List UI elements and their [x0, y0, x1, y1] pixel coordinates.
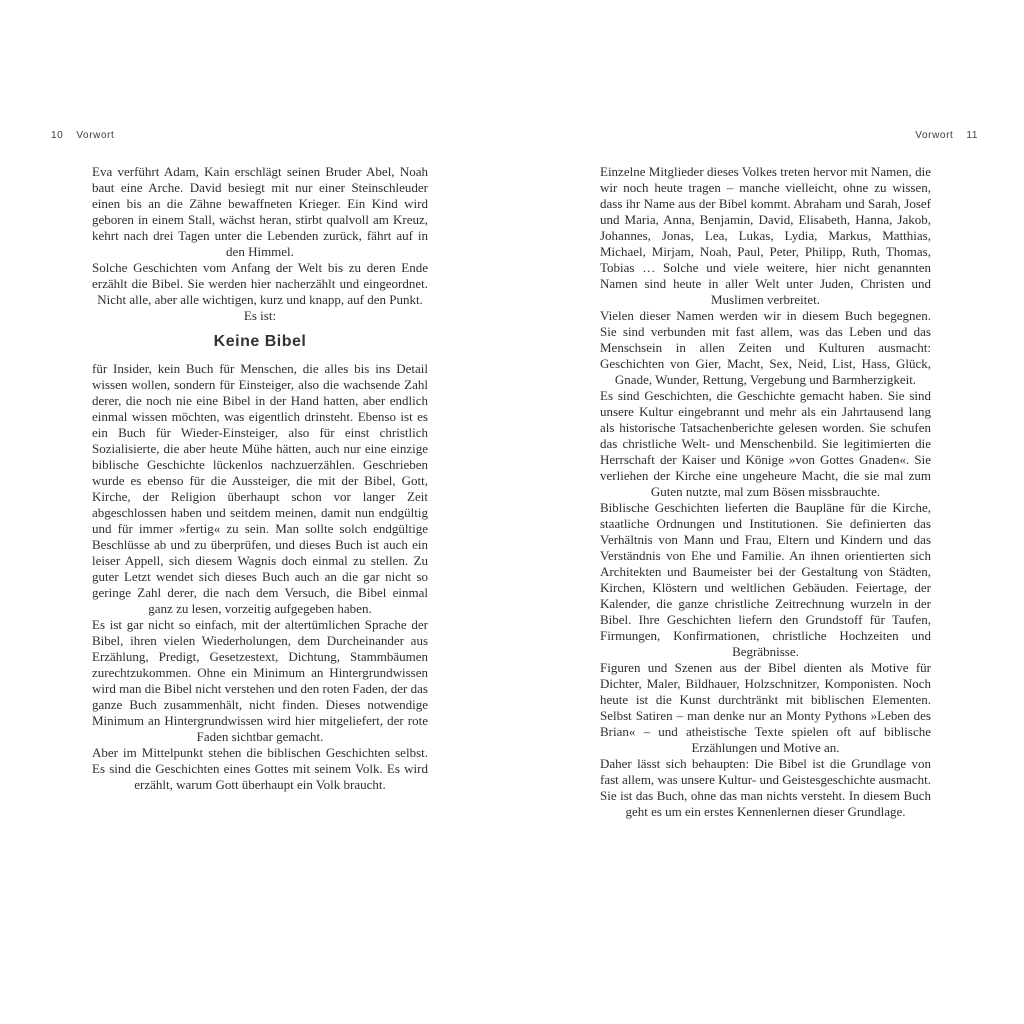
paragraph: Aber im Mittelpunkt stehen die biblischen Geschichten selbst. Es sind die Geschichten eines Gottes mit seinem Volk. Es wird erzählt, warum Gott überhaupt ein Volk braucht. — [92, 745, 428, 792]
page-number-left: 10 — [51, 130, 64, 141]
paragraph: für Insider, kein Buch für Menschen, die alles bis ins Detail wissen wollen, sondern für Einsteiger, also die wachsende Zahl derer, die noch nie eine Bibel in der Hand hatten, aber endlich einmal wissen möchten, was eigentlich drinsteht. Ebenso ist es ein Buch für Wieder-Einsteiger, also für einst christlich Sozialisierte, die aber heute Mühe hätten, auch nur eine einzige biblische Geschichte lückenlos nachzuerzählen. Geschrieben wurde es ebenso für die Aussteiger, die mit der Bibel, Gott, Kirche, der Religion überhaupt schon vor langer Zeit abgeschlossen haben und seitdem meinen, damit nun endgültig und für immer »fertig« zu sein. Man sollte solch endgültige Beschlüsse ab und zu überprüfen, und dieses Buch ist auch ein leiser Appell, sich diesem Wagnis doch einmal zu stellen. Zu guter Letzt wendet sich dieses Buch auch an die gar nicht so geringe Zahl derer, die nach dem Versuch, die Bibel einmal ganz zu lesen, vorzeitig aufgegeben haben. — [92, 361, 428, 616]
paragraph: Figuren und Szenen aus der Bibel dienten als Motive für Dichter, Maler, Bildhauer, Holzschnitzer, Komponisten. Noch heute ist die Kunst durchtränkt mit biblischen Elementen. Selbst Satiren – man denke nur an Monty Pythons »Leben des Brian« – und atheistische Texte spielen oft auf biblische Erzählungen und Motive an. — [600, 660, 931, 755]
running-head-title-left: Vorwort — [76, 130, 115, 141]
text-column-left — [92, 164, 428, 793]
paragraph: Eva verführt Adam, Kain erschlägt seinen Bruder Abel, Noah baut eine Arche. David besiegt mit nur einer Steinschleuder einen bis an die Zähne bewaffneten Krieger. Ein Kind wird geboren in einem Stall, wächst heran, stirbt qualvoll am Kreuz, kehrt nach drei Tagen unter die Lebenden zurück, fährt auf in den Himmel. — [92, 164, 428, 259]
running-head-right — [915, 130, 978, 141]
text-column-right — [600, 164, 931, 820]
running-head-left — [51, 130, 114, 141]
page-number-right: 11 — [966, 130, 978, 141]
paragraph: Es ist gar nicht so einfach, mit der altertümlichen Sprache der Bibel, ihren vielen Wiederholungen, dem Durcheinander aus Erzählung, Predigt, Gesetzestext, Dichtung, Stammbäumen zurechtzukommen. Ohne ein Minimum an Hintergrundwissen wird man die Bibel nicht verstehen und den roten Faden, der das ganze Buch zusammenhält, nicht finden. Dieses notwendige Minimum an Hintergrundwissen wird hier mitgeliefert, der rote Faden sichtbar gemacht. — [92, 617, 428, 744]
paragraph: Vielen dieser Namen werden wir in diesem Buch begegnen. Sie sind verbunden mit fast allem, was das Leben und das Menschsein in allen Zeiten und Kulturen ausmacht: Geschichten von Gier, Macht, Sex, Neid, List, Hass, Glück, Gnade, Wunder, Rettung, Vergebung und Barmherzigkeit. — [600, 308, 931, 387]
section-heading: Keine Bibel — [213, 333, 307, 350]
lead-in-line: Es ist: — [243, 308, 277, 323]
paragraph: Es sind Geschichten, die Geschichte gemacht haben. Sie sind unsere Kultur eingebrannt und mehr als ein Jahrtausend lang als historische Tatsachenberichte gelesen worden. Sie schufen das christliche Welt- und Menschenbild. Sie legitimierten die Herrschaft der Kaiser und Könige »von Gottes Gnaden«. Sie verliehen der Kirche eine ungeheure Macht, die sie mal zum Guten nutzte, mal zum Bösen missbrauchte. — [600, 388, 931, 499]
paragraph: Einzelne Mitglieder dieses Volkes treten hervor mit Namen, die wir noch heute tragen – manche vielleicht, ohne zu wissen, dass ihr Name aus der Bibel kommt. Abraham und Sarah, Josef und Maria, Anna, Benjamin, David, Elisabeth, Hanna, Jakob, Johannes, Jonas, Lea, Lukas, Lydia, Markus, Matthias, Michael, Mirjam, Noah, Paul, Peter, Philipp, Ruth, Thomas, Tobias … Solche und viele weitere, hier nicht genannten Namen sind heute in aller Welt unter Juden, Christen und Muslimen verbreitet. — [600, 164, 931, 307]
paragraph: Solche Geschichten vom Anfang der Welt bis zu deren Ende erzählt die Bibel. Sie werden hier nacherzählt und eingeordnet. Nicht alle, aber alle wichtigen, kurz und knapp, auf den Punkt. — [92, 260, 428, 307]
running-head-title-right: Vorwort — [915, 130, 954, 141]
paragraph: Daher lässt sich behaupten: Die Bibel ist die Grundlage von fast allem, was unsere Kultur- und Geistesgeschichte ausmacht. Sie ist das Buch, ohne das man nichts versteht. In diesem Buch geht es um ein erstes Kennenlernen dieser Grundlage. — [600, 756, 931, 819]
paragraph: Biblische Geschichten lieferten die Baupläne für die Kirche, staatliche Ordnungen und Institutionen. Sie definierten das Verhältnis von Mann und Frau, Eltern und Kindern und das Verständnis von Ehe und Familie. An ihnen orientierten sich Architekten und Baumeister bei der Gestaltung von Städten, Kirchen, Klöstern und weltlichen Gebäuden. Feiertage, der Kalender, die ganze christliche Zeitrechnung wurzeln in der Bibel. Ihre Geschichten liefern den Grundstoff für Taufen, Firmungen, Konfirmationen, christliche Hochzeiten und Begräbnisse. — [600, 500, 931, 659]
